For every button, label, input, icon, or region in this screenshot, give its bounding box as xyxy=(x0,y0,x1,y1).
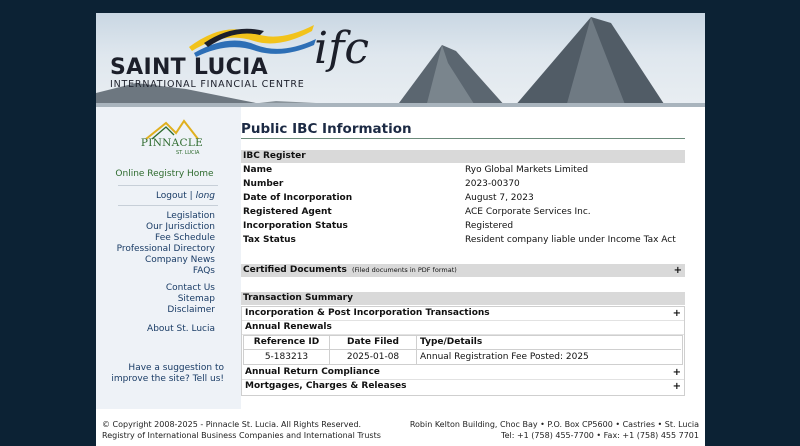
divider xyxy=(118,185,218,186)
sidebar-link-sitemap[interactable]: Sitemap xyxy=(177,294,215,304)
expand-icon[interactable]: + xyxy=(672,381,681,392)
column-header-reference-id: Reference ID xyxy=(253,337,320,347)
username: long xyxy=(195,191,215,201)
field-label: Tax Status xyxy=(243,235,296,245)
brand-mark: ifc xyxy=(314,23,369,74)
brand-title: SAINT LUCIA xyxy=(110,55,268,80)
column-header-date-filed: Date Filed xyxy=(347,337,399,347)
suggestion-link[interactable] xyxy=(104,363,224,385)
field-label: Incorporation Status xyxy=(243,221,348,231)
copyright-text: © Copyright 2008-2025 - Pinnacle St. Lucia. All Rights Reserved. xyxy=(102,420,362,429)
page-container xyxy=(96,13,705,446)
annual-renewals-row xyxy=(242,321,684,335)
sidebar xyxy=(96,107,241,409)
transaction-box xyxy=(241,306,685,396)
sidebar-link-faqs[interactable]: FAQs xyxy=(192,266,215,276)
logout-link[interactable]: Logout xyxy=(155,191,187,201)
section-title: Transaction Summary xyxy=(243,293,353,303)
suggestion-line-1: Have a suggestion to xyxy=(128,363,224,373)
sidebar-link-fee-schedule[interactable]: Fee Schedule xyxy=(155,233,215,243)
section-note: (Filed documents in PDF format) xyxy=(351,266,457,274)
field-label: Registered Agent xyxy=(243,207,332,217)
brand-subtitle: INTERNATIONAL FINANCIAL CENTRE xyxy=(110,79,305,90)
mortgages-row[interactable] xyxy=(242,380,684,393)
sidebar-link-about[interactable]: About St. Lucia xyxy=(147,324,215,334)
sidebar-link-news[interactable]: Company News xyxy=(145,255,215,265)
field-label: Number xyxy=(243,179,284,189)
field-value: 2023-00370 xyxy=(465,179,520,189)
row-title: Annual Return Compliance xyxy=(245,367,380,377)
main-content xyxy=(241,107,705,409)
field-value: August 7, 2023 xyxy=(465,193,534,203)
ibc-register-header xyxy=(241,150,685,163)
expand-icon[interactable]: + xyxy=(672,367,681,378)
expand-icon[interactable]: + xyxy=(673,265,682,276)
field-label: Name xyxy=(243,165,273,175)
expand-icon[interactable]: + xyxy=(672,308,681,319)
footer-right xyxy=(410,419,699,441)
annual-return-compliance-row[interactable] xyxy=(242,366,684,380)
sidebar-link-disclaimer[interactable]: Disclaimer xyxy=(167,305,215,315)
sidebar-link-contact[interactable]: Contact Us xyxy=(165,283,215,293)
registry-text: Registry of International Business Companies and International Trusts xyxy=(102,431,381,440)
field-value: Ryo Global Markets Limited xyxy=(465,165,589,175)
row-title: Incorporation & Post Incorporation Transactions xyxy=(245,308,490,318)
sidebar-link-legislation[interactable]: Legislation xyxy=(166,211,215,221)
sidebar-link-jurisdiction[interactable]: Our Jurisdiction xyxy=(146,222,215,232)
logo-text: PINNACLE xyxy=(140,137,204,149)
certified-documents-header[interactable] xyxy=(241,264,685,277)
table-cell-reference-id: 5-183213 xyxy=(264,352,309,362)
wave-logo-icon xyxy=(184,19,324,59)
renewals-table xyxy=(242,335,684,364)
table-cell-date-filed: 2025-01-08 xyxy=(346,352,400,362)
suggestion-line-2: improve the site? Tell us! xyxy=(111,374,224,384)
logo-subtext: ST. LUCIA xyxy=(176,150,200,156)
address-text: Robin Kelton Building, Choc Bay • P.O. Box CP5600 • Castries • St. Lucia xyxy=(409,420,699,429)
online-registry-home-link[interactable]: Online Registry Home xyxy=(115,169,214,179)
row-divider xyxy=(243,349,681,350)
incorporation-transactions-row[interactable] xyxy=(242,307,684,321)
section-title: IBC Register xyxy=(243,151,306,161)
phone-text: Tel: +1 (758) 455-7700 • Fax: +1 (758) 455 7701 xyxy=(501,431,699,440)
separator: | xyxy=(189,191,193,201)
page-title: Public IBC Information xyxy=(241,121,412,137)
section-title: Certified Documents xyxy=(243,265,347,275)
field-value: ACE Corporate Services Inc. xyxy=(465,207,591,217)
row-title: Annual Renewals xyxy=(245,322,332,332)
transaction-summary-header xyxy=(241,292,685,305)
column-header-type-details: Type/Details xyxy=(420,337,483,347)
title-divider xyxy=(241,138,685,139)
footer xyxy=(96,409,705,446)
row-title: Mortgages, Charges & Releases xyxy=(245,381,407,391)
logout-area xyxy=(156,191,215,201)
table-cell-type-details: Annual Registration Fee Posted: 2025 xyxy=(420,352,589,362)
field-label: Date of Incorporation xyxy=(243,193,353,203)
pinnacle-logo[interactable] xyxy=(132,119,212,155)
divider xyxy=(118,205,218,206)
field-value: Resident company liable under Income Tax Act xyxy=(465,235,676,245)
header-banner xyxy=(96,13,705,107)
field-value: Registered xyxy=(465,221,514,231)
sidebar-link-directory[interactable]: Professional Directory xyxy=(116,244,215,254)
footer-left xyxy=(102,419,381,441)
